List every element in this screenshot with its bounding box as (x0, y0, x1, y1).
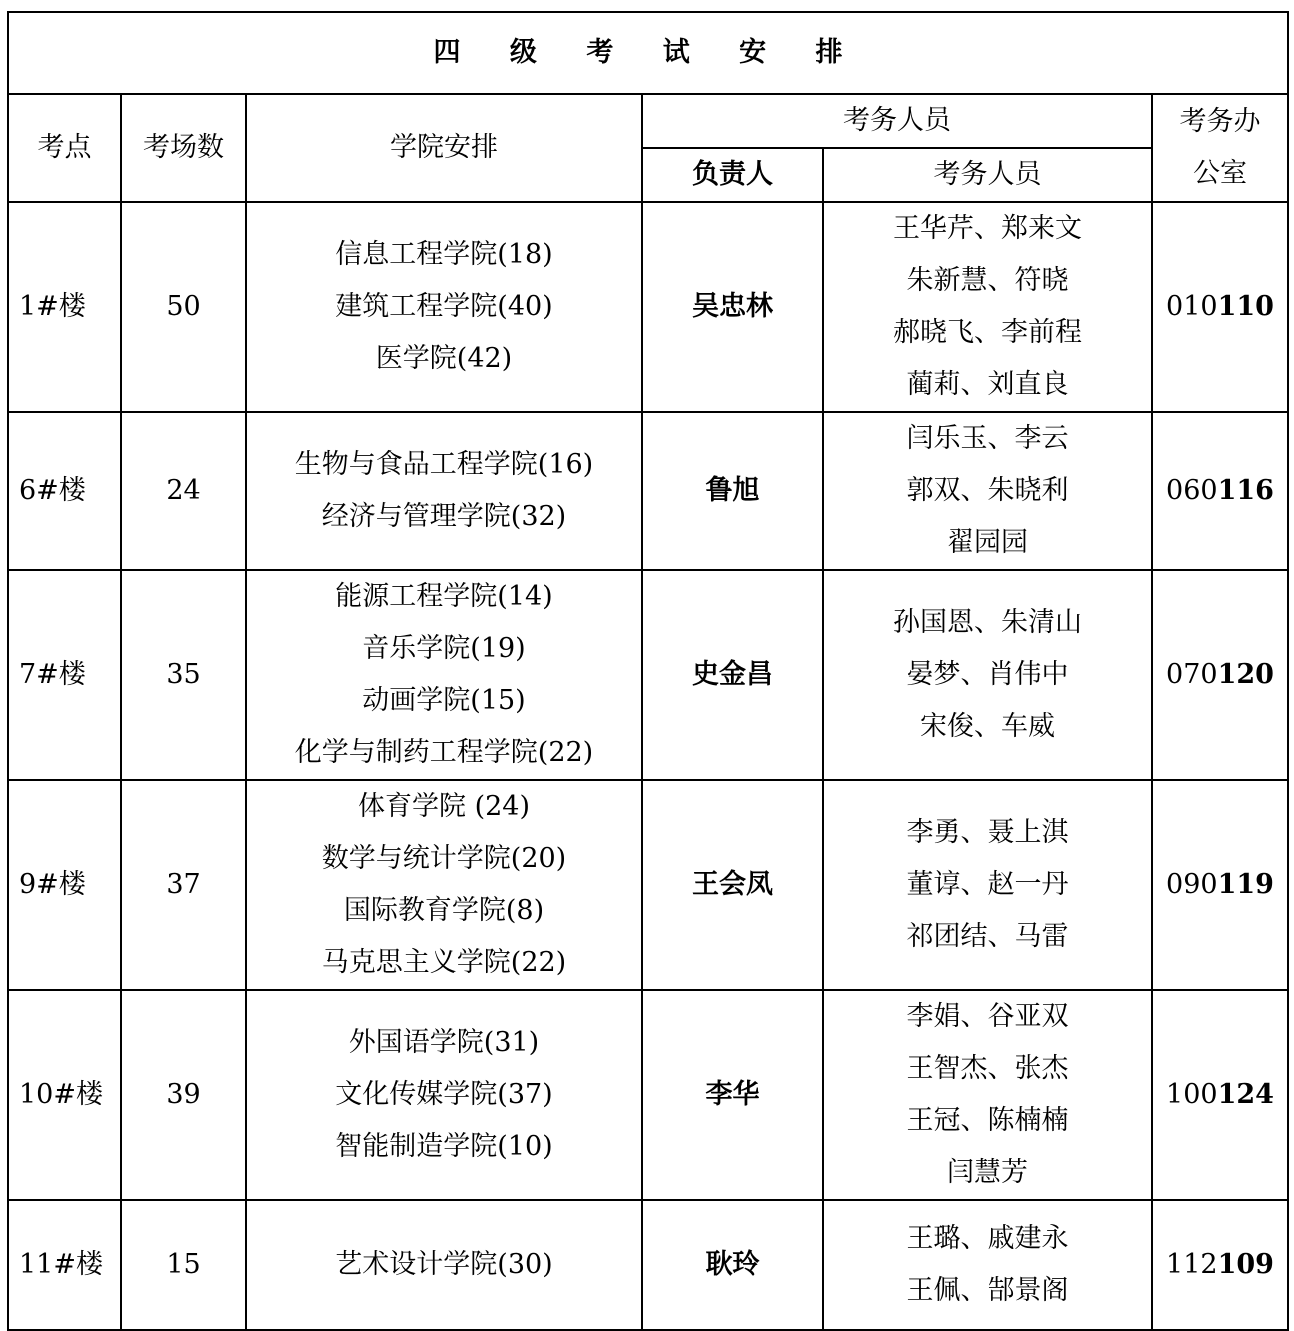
staff-line: 王佩、郜景阁 (906, 1275, 1069, 1306)
college-item: 体育学院 (24) (357, 791, 530, 822)
staff-line: 王冠、陈楠楠 (906, 1105, 1069, 1136)
header-office-line1: 考务办 (1179, 106, 1261, 137)
staff-cell (823, 570, 1152, 780)
staff-line: 王智杰、张杰 (906, 1053, 1069, 1084)
leader-cell: 王会凤 (642, 780, 823, 990)
college-item: 外国语学院(31) (348, 1027, 540, 1058)
header-office (1152, 94, 1288, 202)
site-cell: 7#楼 (8, 570, 121, 780)
staff-line: 董谆、赵一丹 (906, 869, 1069, 900)
table-row (8, 1200, 1288, 1330)
staff-line: 祁团结、马雷 (906, 921, 1069, 952)
colleges-cell (246, 570, 642, 780)
office-prefix: 010 (1166, 291, 1218, 322)
header-leader: 负责人 (642, 148, 823, 202)
staff-line: 闫乐玉、李云 (906, 423, 1069, 454)
rooms-cell: 35 (121, 570, 246, 780)
rooms-cell: 39 (121, 990, 246, 1200)
colleges-cell (246, 412, 642, 570)
college-item: 数学与统计学院(20) (321, 843, 567, 874)
office-room: 124 (1217, 1079, 1274, 1110)
college-item: 智能制造学院(10) (335, 1131, 553, 1162)
table-title: 四 级 考 试 安 排 (8, 12, 1288, 94)
exam-schedule-table (7, 11, 1289, 1331)
staff-cell (823, 412, 1152, 570)
site-cell: 11#楼 (8, 1200, 121, 1330)
header-staff: 考务人员 (823, 148, 1152, 202)
office-prefix: 070 (1166, 659, 1218, 690)
office-prefix: 100 (1166, 1079, 1218, 1110)
staff-cell (823, 990, 1152, 1200)
staff-cell (823, 1200, 1152, 1330)
college-item: 信息工程学院(18) (335, 239, 553, 270)
office-room: 109 (1217, 1249, 1274, 1280)
college-item: 能源工程学院(14) (335, 581, 553, 612)
header-office-line2: 公室 (1193, 158, 1248, 189)
rooms-cell: 50 (121, 202, 246, 412)
office-cell (1152, 570, 1288, 780)
staff-line: 孙国恩、朱清山 (893, 607, 1082, 638)
staff-line: 王华芹、郑来文 (893, 213, 1082, 244)
staff-cell (823, 202, 1152, 412)
header-site: 考点 (8, 94, 121, 202)
office-room: 110 (1217, 291, 1274, 322)
site-cell: 10#楼 (8, 990, 121, 1200)
table-row (8, 570, 1288, 780)
staff-line: 宋俊、车威 (920, 711, 1055, 742)
leader-cell: 吴忠林 (642, 202, 823, 412)
college-item: 生物与食品工程学院(16) (294, 449, 594, 480)
staff-line: 郭双、朱晓利 (906, 475, 1069, 506)
college-item: 音乐学院(19) (362, 633, 526, 664)
office-prefix: 090 (1166, 869, 1218, 900)
office-prefix: 060 (1166, 475, 1218, 506)
site-cell: 6#楼 (8, 412, 121, 570)
leader-cell: 史金昌 (642, 570, 823, 780)
college-item: 医学院(42) (375, 343, 513, 374)
staff-line: 蔺莉、刘直良 (906, 369, 1069, 400)
college-item: 国际教育学院(8) (343, 895, 545, 926)
office-room: 119 (1217, 869, 1274, 900)
leader-cell: 鲁旭 (642, 412, 823, 570)
office-cell (1152, 202, 1288, 412)
header-rooms: 考场数 (121, 94, 246, 202)
leader-cell: 李华 (642, 990, 823, 1200)
table-row (8, 990, 1288, 1200)
colleges-cell (246, 990, 642, 1200)
office-cell (1152, 412, 1288, 570)
office-cell (1152, 1200, 1288, 1330)
colleges-cell (246, 202, 642, 412)
college-item: 经济与管理学院(32) (321, 501, 567, 532)
table-row (8, 780, 1288, 990)
office-prefix: 112 (1166, 1249, 1218, 1280)
staff-line: 朱新慧、符晓 (906, 265, 1069, 296)
office-room: 116 (1217, 475, 1274, 506)
site-cell: 9#楼 (8, 780, 121, 990)
college-item: 动画学院(15) (362, 685, 526, 716)
college-item: 马克思主义学院(22) (321, 947, 567, 978)
leader-cell: 耿玲 (642, 1200, 823, 1330)
office-room: 120 (1217, 659, 1274, 690)
staff-line: 郝晓飞、李前程 (893, 317, 1082, 348)
staff-line: 李勇、聂上淇 (906, 817, 1069, 848)
staff-line: 王璐、戚建永 (906, 1223, 1069, 1254)
staff-line: 李娟、谷亚双 (906, 1001, 1069, 1032)
site-cell: 1#楼 (8, 202, 121, 412)
college-item: 文化传媒学院(37) (335, 1079, 553, 1110)
staff-line: 翟园园 (947, 527, 1028, 558)
staff-line: 闫慧芳 (947, 1157, 1028, 1188)
header-colleges: 学院安排 (246, 94, 642, 202)
table-row (8, 202, 1288, 412)
rooms-cell: 37 (121, 780, 246, 990)
staff-cell (823, 780, 1152, 990)
college-item: 艺术设计学院(30) (335, 1249, 553, 1280)
college-item: 建筑工程学院(40) (335, 291, 553, 322)
header-staff-group: 考务人员 (642, 94, 1152, 148)
office-cell (1152, 780, 1288, 990)
colleges-cell (246, 1200, 642, 1330)
college-item: 化学与制药工程学院(22) (294, 737, 594, 768)
colleges-cell (246, 780, 642, 990)
rooms-cell: 24 (121, 412, 246, 570)
office-cell (1152, 990, 1288, 1200)
staff-line: 晏梦、肖伟中 (906, 659, 1069, 690)
rooms-cell: 15 (121, 1200, 246, 1330)
table-row (8, 412, 1288, 570)
